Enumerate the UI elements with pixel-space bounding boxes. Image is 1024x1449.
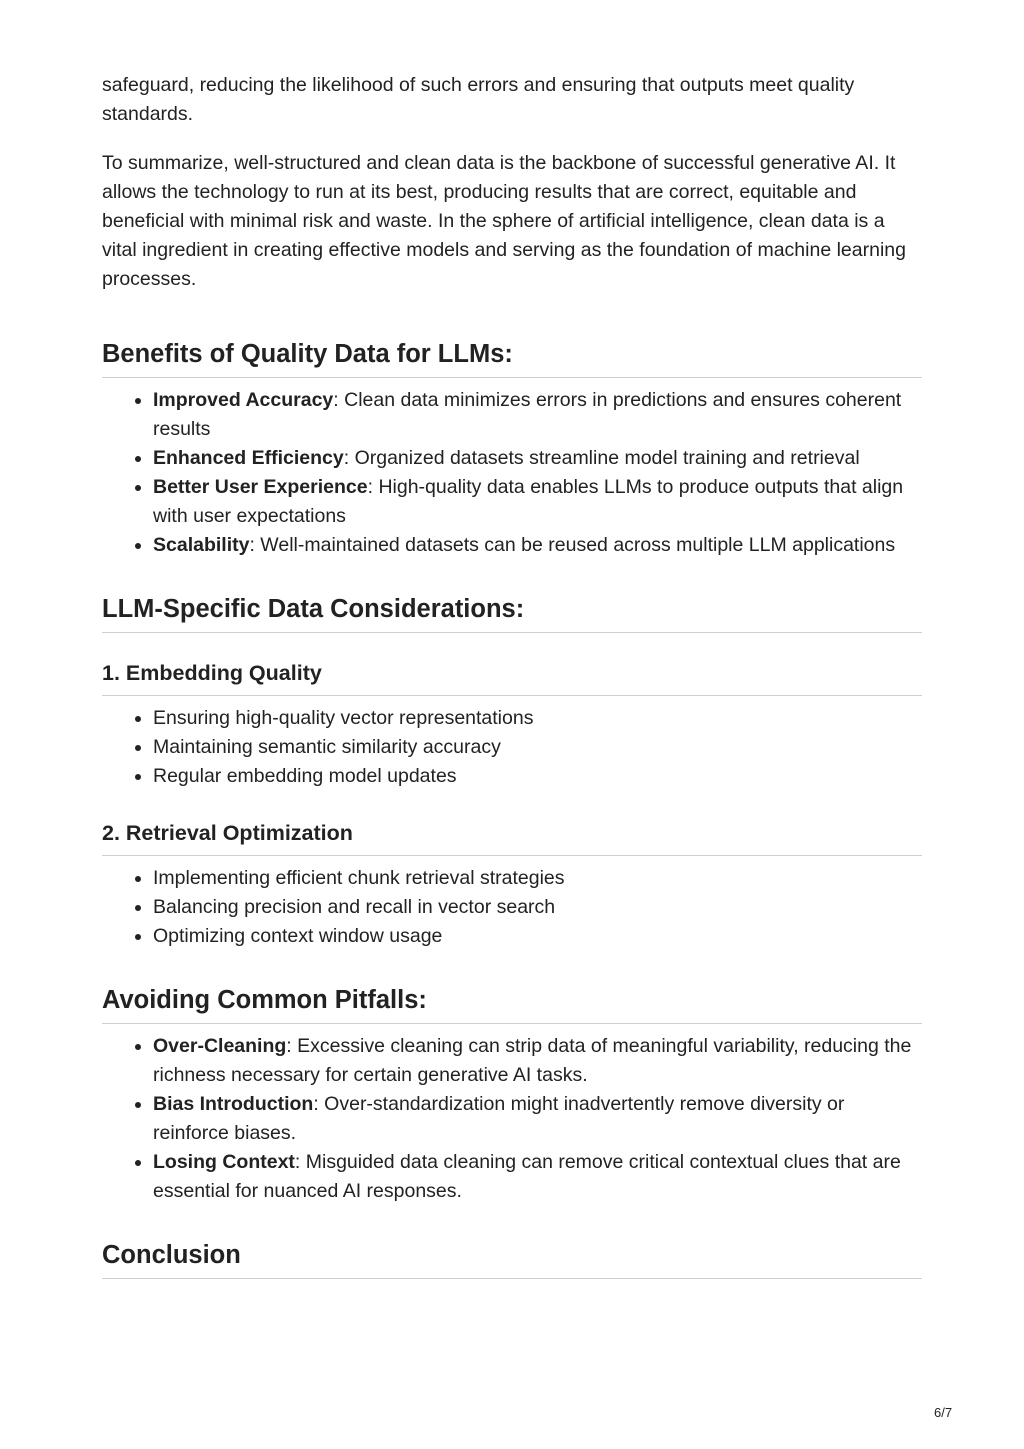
intro-paragraph-2: To summarize, well-structured and clean data is the backbone of successful generative AI. It allows the technology to run at its best, producing results that are correct, equitable and beneficial with minimal risk and waste. In the sphere of artificial intelligence, clean data is a vital ingredient in creating effective models and serving as the foundation of machine learning processes. bbox=[102, 152, 906, 290]
embedding-quality-list bbox=[102, 704, 922, 791]
benefits-heading: Benefits of Quality Data for LLMs: bbox=[102, 337, 922, 378]
pitfalls-list bbox=[102, 1032, 922, 1206]
document-page bbox=[102, 71, 922, 1279]
pitfall-text: : Excessive cleaning can strip data of meaningful variability, reducing the richness necessary for certain generative AI tasks. bbox=[153, 1035, 912, 1086]
pitfalls-heading: Avoiding Common Pitfalls: bbox=[102, 983, 922, 1024]
benefit-text: : Clean data minimizes errors in predictions and ensures coherent results bbox=[153, 389, 902, 440]
pitfall-text: : Over-standardization might inadvertently remove diversity or reinforce biases. bbox=[153, 1093, 845, 1144]
pitfall-text: : Misguided data cleaning can remove critical contextual clues that are essential for nuanced AI responses. bbox=[153, 1151, 901, 1202]
list-item bbox=[153, 473, 922, 531]
benefit-text: : Well-maintained datasets can be reused across multiple LLM applications bbox=[249, 534, 896, 556]
pitfall-term: Losing Context bbox=[153, 1151, 295, 1173]
benefit-term: Better User Experience bbox=[153, 476, 368, 498]
list-item bbox=[153, 1148, 922, 1206]
list-item bbox=[153, 386, 922, 444]
list-item bbox=[153, 1090, 922, 1148]
considerations-heading: LLM-Specific Data Considerations: bbox=[102, 592, 922, 633]
list-item bbox=[153, 444, 922, 473]
list-item: • Maintaining semantic similarity accuracy bbox=[153, 733, 922, 762]
list-item bbox=[153, 1032, 922, 1090]
retrieval-optimization-list bbox=[102, 864, 922, 951]
benefit-term: Enhanced Efficiency bbox=[153, 447, 344, 469]
benefit-text: : Organized datasets streamline model training and retrieval bbox=[343, 447, 860, 469]
conclusion-heading: Conclusion bbox=[102, 1238, 922, 1279]
list-item: • Regular embedding model updates bbox=[153, 762, 922, 791]
benefit-text: : High-quality data enables LLMs to produce outputs that align with user expectations bbox=[153, 476, 904, 527]
list-item bbox=[153, 531, 922, 560]
benefits-list bbox=[102, 386, 922, 560]
retrieval-optimization-heading: 2. Retrieval Optimization bbox=[102, 819, 922, 856]
embedding-quality-heading: 1. Embedding Quality bbox=[102, 659, 922, 696]
pitfall-term: Bias Introduction bbox=[153, 1093, 314, 1115]
list-item: • Optimizing context window usage bbox=[153, 922, 922, 951]
intro-paragraph-1: safeguard, reducing the likelihood of such errors and ensuring that outputs meet quality standards. bbox=[102, 74, 855, 125]
benefit-term: Scalability bbox=[153, 534, 250, 556]
page-number: 6/7 bbox=[934, 1405, 953, 1420]
list-item: • Ensuring high-quality vector representations bbox=[153, 704, 922, 733]
benefit-term: Improved Accuracy bbox=[153, 389, 334, 411]
list-item: • Balancing precision and recall in vector search bbox=[153, 893, 922, 922]
pitfall-term: Over-Cleaning bbox=[153, 1035, 287, 1057]
list-item: • Implementing efficient chunk retrieval strategies bbox=[153, 864, 922, 893]
